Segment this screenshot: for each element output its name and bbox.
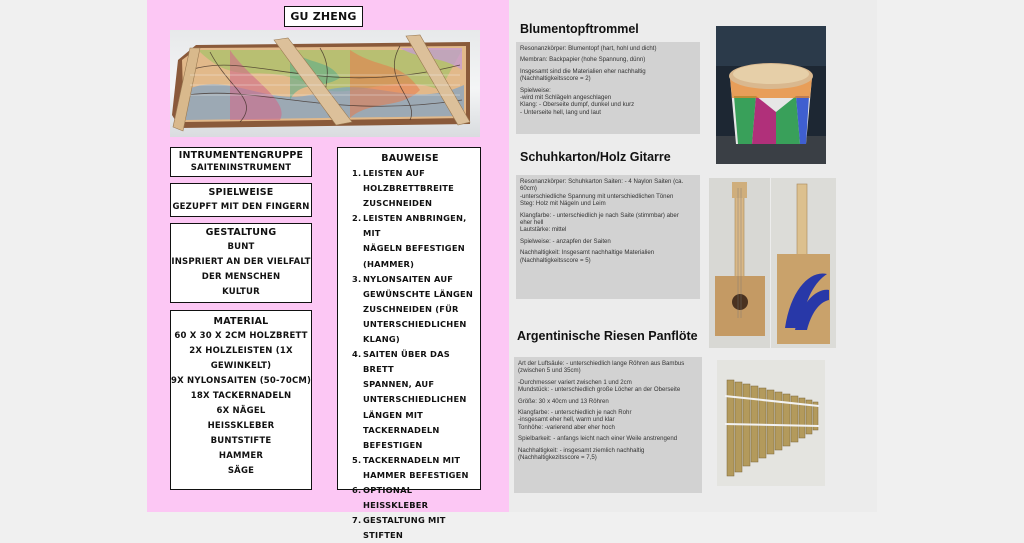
material-item: 2X HOLZLEISTEN (1X [189, 346, 293, 356]
info-paragraph: Klangfarbe: - unterschiedlich je nach Saite (stimmbar) aber eher hell Lautstärke: mittel [520, 211, 679, 234]
guitar-photo-front [709, 178, 770, 348]
material-item: 18X TACKERNADELN [190, 391, 292, 401]
material-item: HAMMER [218, 451, 264, 461]
instrumentengruppe-box [170, 147, 312, 177]
instrumentengruppe-value: SAITENINSTRUMENT [190, 163, 292, 173]
info-paragraph: Resonanzkörper: Schuhkarton Saiten: - 4 Naylon Saiten (ca. 60cm) -unterschiedliche Spannung mit unterschiedlichen Tönen Steg: Holz mit Nägeln und Leim [520, 178, 684, 208]
panfloete-title: Argentinische Riesen Panflöte [517, 329, 698, 343]
bauweise-step: 1. LEISTEN AUF HOLZBRETTBREITE ZUSCHNEIDEN [352, 168, 454, 209]
bauweise-heading: BAUWEISE [381, 153, 439, 164]
spielweise-heading: SPIELWEISE [208, 187, 274, 198]
info-paragraph: Insgesamt sind die Materialien eher nachhaltig (Nachhaltigkeitsscore = 2) [520, 67, 646, 83]
material-item: SÄGE [227, 466, 255, 476]
bauweise-step: 4. SAITEN ÜBER DAS BRETT SPANNEN, AUF UNTERSCHIEDLICHEN LÄNGEN MIT TACKERNADELN BEFESTIGEN [352, 349, 467, 450]
material-item: 60 X 30 X 2CM HOLZBRETT [174, 331, 308, 341]
material-item: GEWINKELT) [210, 361, 272, 371]
guitar-back-illustration [771, 178, 836, 348]
gitarre-title: Schuhkarton/Holz Gitarre [520, 150, 671, 164]
gestaltung-line: KULTUR [222, 287, 260, 297]
material-item: 9X NYLONSAITEN (50-70CM) [171, 376, 312, 386]
info-paragraph: Resonanzkörper: Blumentopf (hart, hohl und dicht) [520, 45, 657, 52]
drum-illustration [716, 26, 826, 164]
info-paragraph: Klangfarbe: - unterschiedlich je nach Rohr -insgesamt eher hell, warm und klar Tonhöhe: -varierend aber eher hoch [518, 409, 632, 431]
gu-zheng-illustration [170, 30, 480, 137]
info-paragraph: Spielweise: -wird mit Schlägeln angeschlagen Klang: - Oberseite dumpf, dunkel und kurz - Unterseite hell, lang und laut [520, 86, 635, 116]
info-paragraph: Größe: 30 x 40cm und 13 Röhren [518, 397, 609, 405]
material-item: 6X NÄGEL [216, 406, 266, 416]
blumentopf-info [516, 42, 700, 134]
material-item: HEISSKLEBER [207, 421, 275, 431]
info-paragraph: Art der Luftsäule: - unterschiedlich lange Röhren aus Bambus (zwischen 5 und 35cm) [518, 360, 685, 375]
bauweise-step: 2. LEISTEN ANBRINGEN, MIT NÄGELN BEFESTIGEN (HAMMER) [352, 213, 467, 269]
gitarre-info [516, 175, 700, 299]
bauweise-step: 7. GESTALTUNG MIT STIFTEN [352, 515, 446, 541]
gestaltung-heading: GESTALTUNG [205, 227, 277, 238]
drum-photo [716, 26, 826, 164]
panflute-photo [717, 360, 825, 486]
gu-zheng-photo [170, 30, 480, 137]
bauweise-steps [346, 166, 474, 543]
info-paragraph: Spielweise: - anzapfen der Saiten [520, 237, 611, 245]
info-paragraph: Nachhaltigkeit: - insgesamt ziemlich nachhaltig (Nachhaltigkezitsscore = 7,5) [518, 446, 645, 462]
gu-zheng-title: GU ZHENG [284, 6, 363, 27]
material-heading: MATERIAL [213, 316, 269, 327]
gestaltung-box [170, 223, 312, 303]
panflute-illustration [717, 360, 825, 486]
info-paragraph: Nachhaltigkeit: Insgesamt nachhaltige Materialien (Nachhaltigkeitsscore = 5) [520, 249, 655, 264]
blumentopf-title: Blumentopftrommel [520, 22, 639, 36]
bauweise-step: 5. TACKERNADELN MIT HAMMER BEFESTIGEN [352, 454, 469, 480]
info-paragraph: -Durchmesser variert zwischen 1 und 2cm Mundstück: - unterschiedlich große Löcher an der Oberseite [518, 378, 681, 394]
guitar-photo-back [771, 178, 836, 348]
guitar-front-illustration [709, 178, 770, 348]
instrumentengruppe-heading: INTRUMENTENGRUPPE [178, 150, 304, 161]
gestaltung-line: INSPRIERT AN DER VIELFALT [171, 257, 311, 267]
panfloete-info [514, 357, 702, 493]
info-paragraph: Membran: Backpapier (hohe Spannung, dünn) [520, 56, 646, 64]
material-item: BUNTSTIFTE [210, 436, 272, 446]
spielweise-box [170, 183, 312, 217]
bauweise-step: 6. OPTIONAL HEISSKLEBER [352, 484, 429, 511]
bauweise-box [337, 147, 481, 541]
info-paragraph: Spielbarkeit: - anfangs leicht nach einer Weile anstrengend [518, 435, 678, 443]
bauweise-step: 3. NYLONSAITEN AUF GEWÜNSCHTE LÄNGEN ZUSCHNEIDEN (FÜR UNTERSCHIEDLICHEN KLANG) [352, 273, 474, 345]
gestaltung-line: DER MENSCHEN [201, 272, 281, 282]
gestaltung-line: BUNT [227, 242, 255, 252]
material-box [170, 310, 312, 490]
spielweise-value: GEZUPFT MIT DEN FINGERN [172, 202, 310, 212]
